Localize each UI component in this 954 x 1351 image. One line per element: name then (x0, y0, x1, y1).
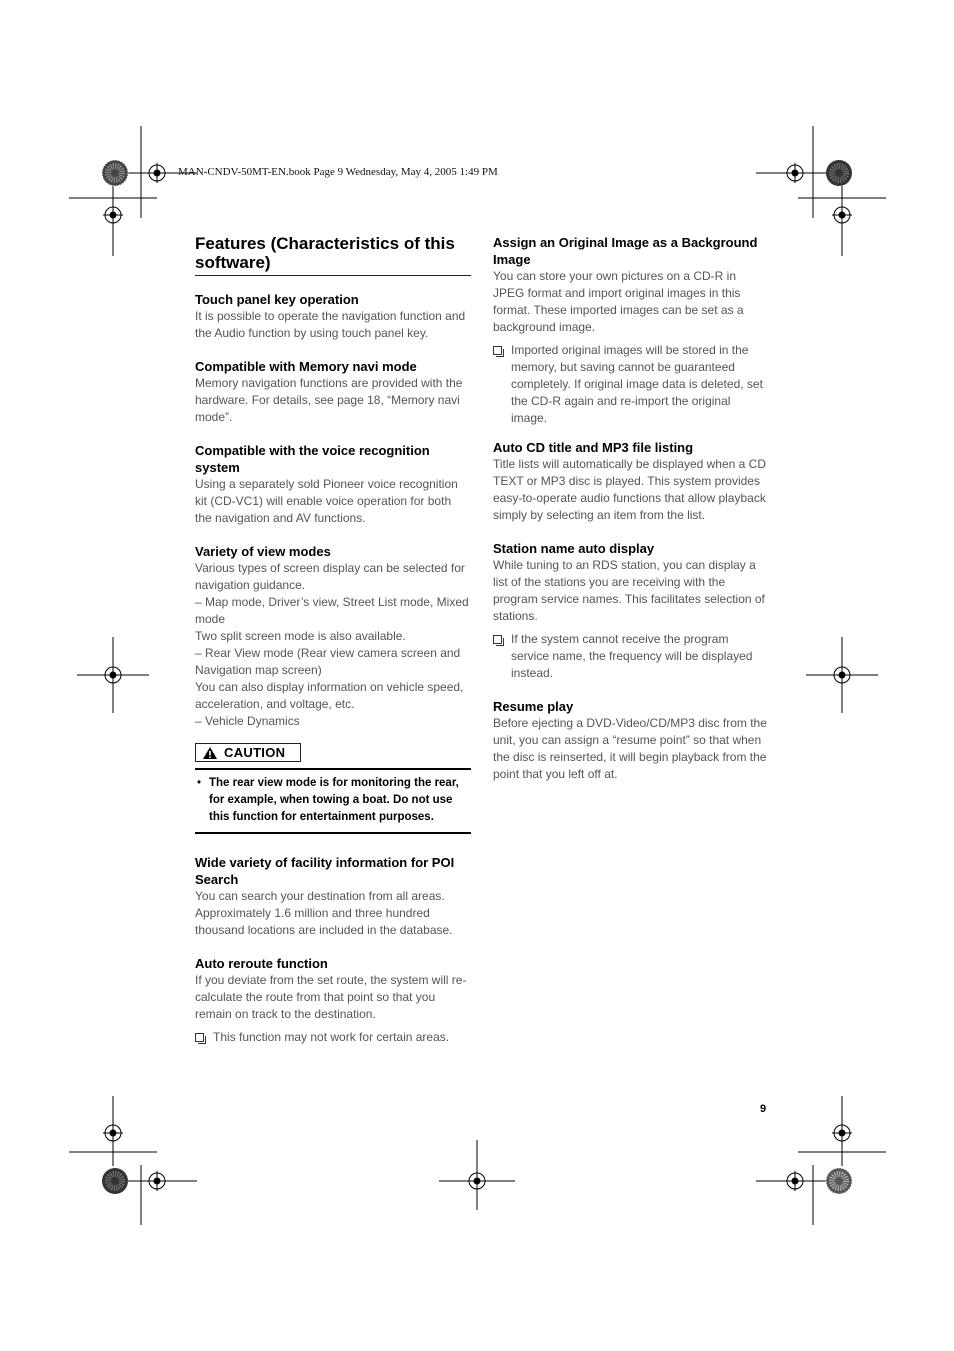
note (195, 1029, 471, 1046)
feature-station-name (493, 540, 767, 682)
feature-text: Memory navigation functions are provided with the hardware. For details, see page 18, “Memory navi mode”. (195, 376, 463, 424)
note-text: Imported original images will be stored in the memory, but saving cannot be guaranteed completely. If original image data is deleted, set the CD-R again and re-import the original image. (511, 343, 763, 425)
feature-line: – Vehicle Dynamics (195, 714, 300, 728)
feature-cd-title-listing (493, 439, 767, 524)
feature-heading: Auto CD title and MP3 file listing (493, 440, 694, 455)
caution-item (195, 775, 471, 826)
feature-view-modes (195, 543, 471, 730)
right-column (493, 234, 767, 783)
feature-text: You can store your own pictures on a CD-R in JPEG format and import original images in this format. These imported images can be set as a background image. (493, 269, 744, 334)
feature-text: Before ejecting a DVD-Video/CD/MP3 disc from the unit, you can assign a “resume point” so that when the disc is reinserted, it will begin playback from the point that you left off at. (493, 716, 767, 781)
feature-auto-reroute (195, 955, 471, 1046)
note-text: If the system cannot receive the program service name, the frequency will be displayed instead. (511, 632, 753, 680)
feature-heading: Compatible with Memory navi mode (195, 359, 417, 374)
feature-text: Using a separately sold Pioneer voice recognition kit (CD-VC1) will enable voice operation for both the navigation and AV functions. (195, 477, 458, 525)
feature-voice-recognition (195, 442, 471, 527)
feature-memory-navi (195, 358, 471, 426)
feature-text: Title lists will automatically be displayed when a CD TEXT or MP3 disc is played. This system provides easy-to-operate audio functions that allow playback simply by selecting an item from the list. (493, 457, 766, 522)
feature-text: It is possible to operate the navigation function and the Audio function by using touch panel key. (195, 309, 466, 340)
feature-resume-play (493, 698, 767, 783)
caution-label (195, 743, 301, 762)
feature-heading: Auto reroute function (195, 955, 328, 971)
note-icon (493, 346, 502, 355)
note-icon (195, 1033, 204, 1042)
feature-heading: Resume play (493, 699, 574, 714)
feature-line: You can also display information on vehicle speed, acceleration, and voltage, etc. (195, 680, 464, 711)
caution-box (195, 768, 471, 834)
note (493, 342, 767, 427)
feature-line: – Map mode, Driver’s view, Street List mode, Mixed mode (195, 595, 469, 626)
note-text: This function may not work for certain areas. (213, 1029, 450, 1044)
left-column (195, 234, 471, 1046)
bullet-icon: • (197, 776, 202, 789)
feature-line: Various types of screen display can be selected for navigation guidance. (195, 561, 465, 592)
caution-section (195, 743, 471, 834)
page-number: 9 (760, 1103, 767, 1115)
feature-text: You can search your destination from all areas. Approximately 1.6 million and three hundred thousand locations are included in the database. (195, 888, 453, 937)
note-icon (493, 635, 502, 644)
feature-heading: Variety of view modes (195, 544, 331, 559)
feature-heading: Compatible with the voice recognition system (195, 443, 430, 475)
caution-text: CAUTION (224, 745, 286, 760)
feature-line: Two split screen mode is also available. (195, 629, 406, 643)
feature-heading: Touch panel key operation (195, 292, 359, 307)
book-info-header: MAN-CNDV-50MT-EN.book Page 9 Wednesday, May 4, 2005 1:49 PM (178, 166, 498, 178)
note (493, 631, 767, 682)
feature-text: If you deviate from the set route, the system will re-calculate the route from that point so that you remain on track to the destination. (195, 972, 467, 1021)
feature-text: While tuning to an RDS station, you can display a list of the stations you are receiving with the program service names. This facilitates selection of stations. (493, 558, 765, 623)
warning-icon (202, 746, 218, 760)
section-title: Features (Characteristics of this software) (195, 234, 471, 276)
feature-heading: Station name auto display (493, 541, 655, 556)
caution-item-text: The rear view mode is for monitoring the rear, for example, when towing a boat. Do not use this function for entertainment purposes. (209, 776, 459, 823)
feature-heading: Assign an Original Image as a Background Image (493, 235, 758, 267)
feature-poi-search (195, 854, 471, 939)
feature-line: – Rear View mode (Rear view camera screen and Navigation map screen) (195, 646, 461, 677)
feature-heading: Wide variety of facility information for POI Search (195, 854, 455, 887)
feature-background-image (493, 234, 767, 427)
feature-touch-panel (195, 291, 471, 342)
